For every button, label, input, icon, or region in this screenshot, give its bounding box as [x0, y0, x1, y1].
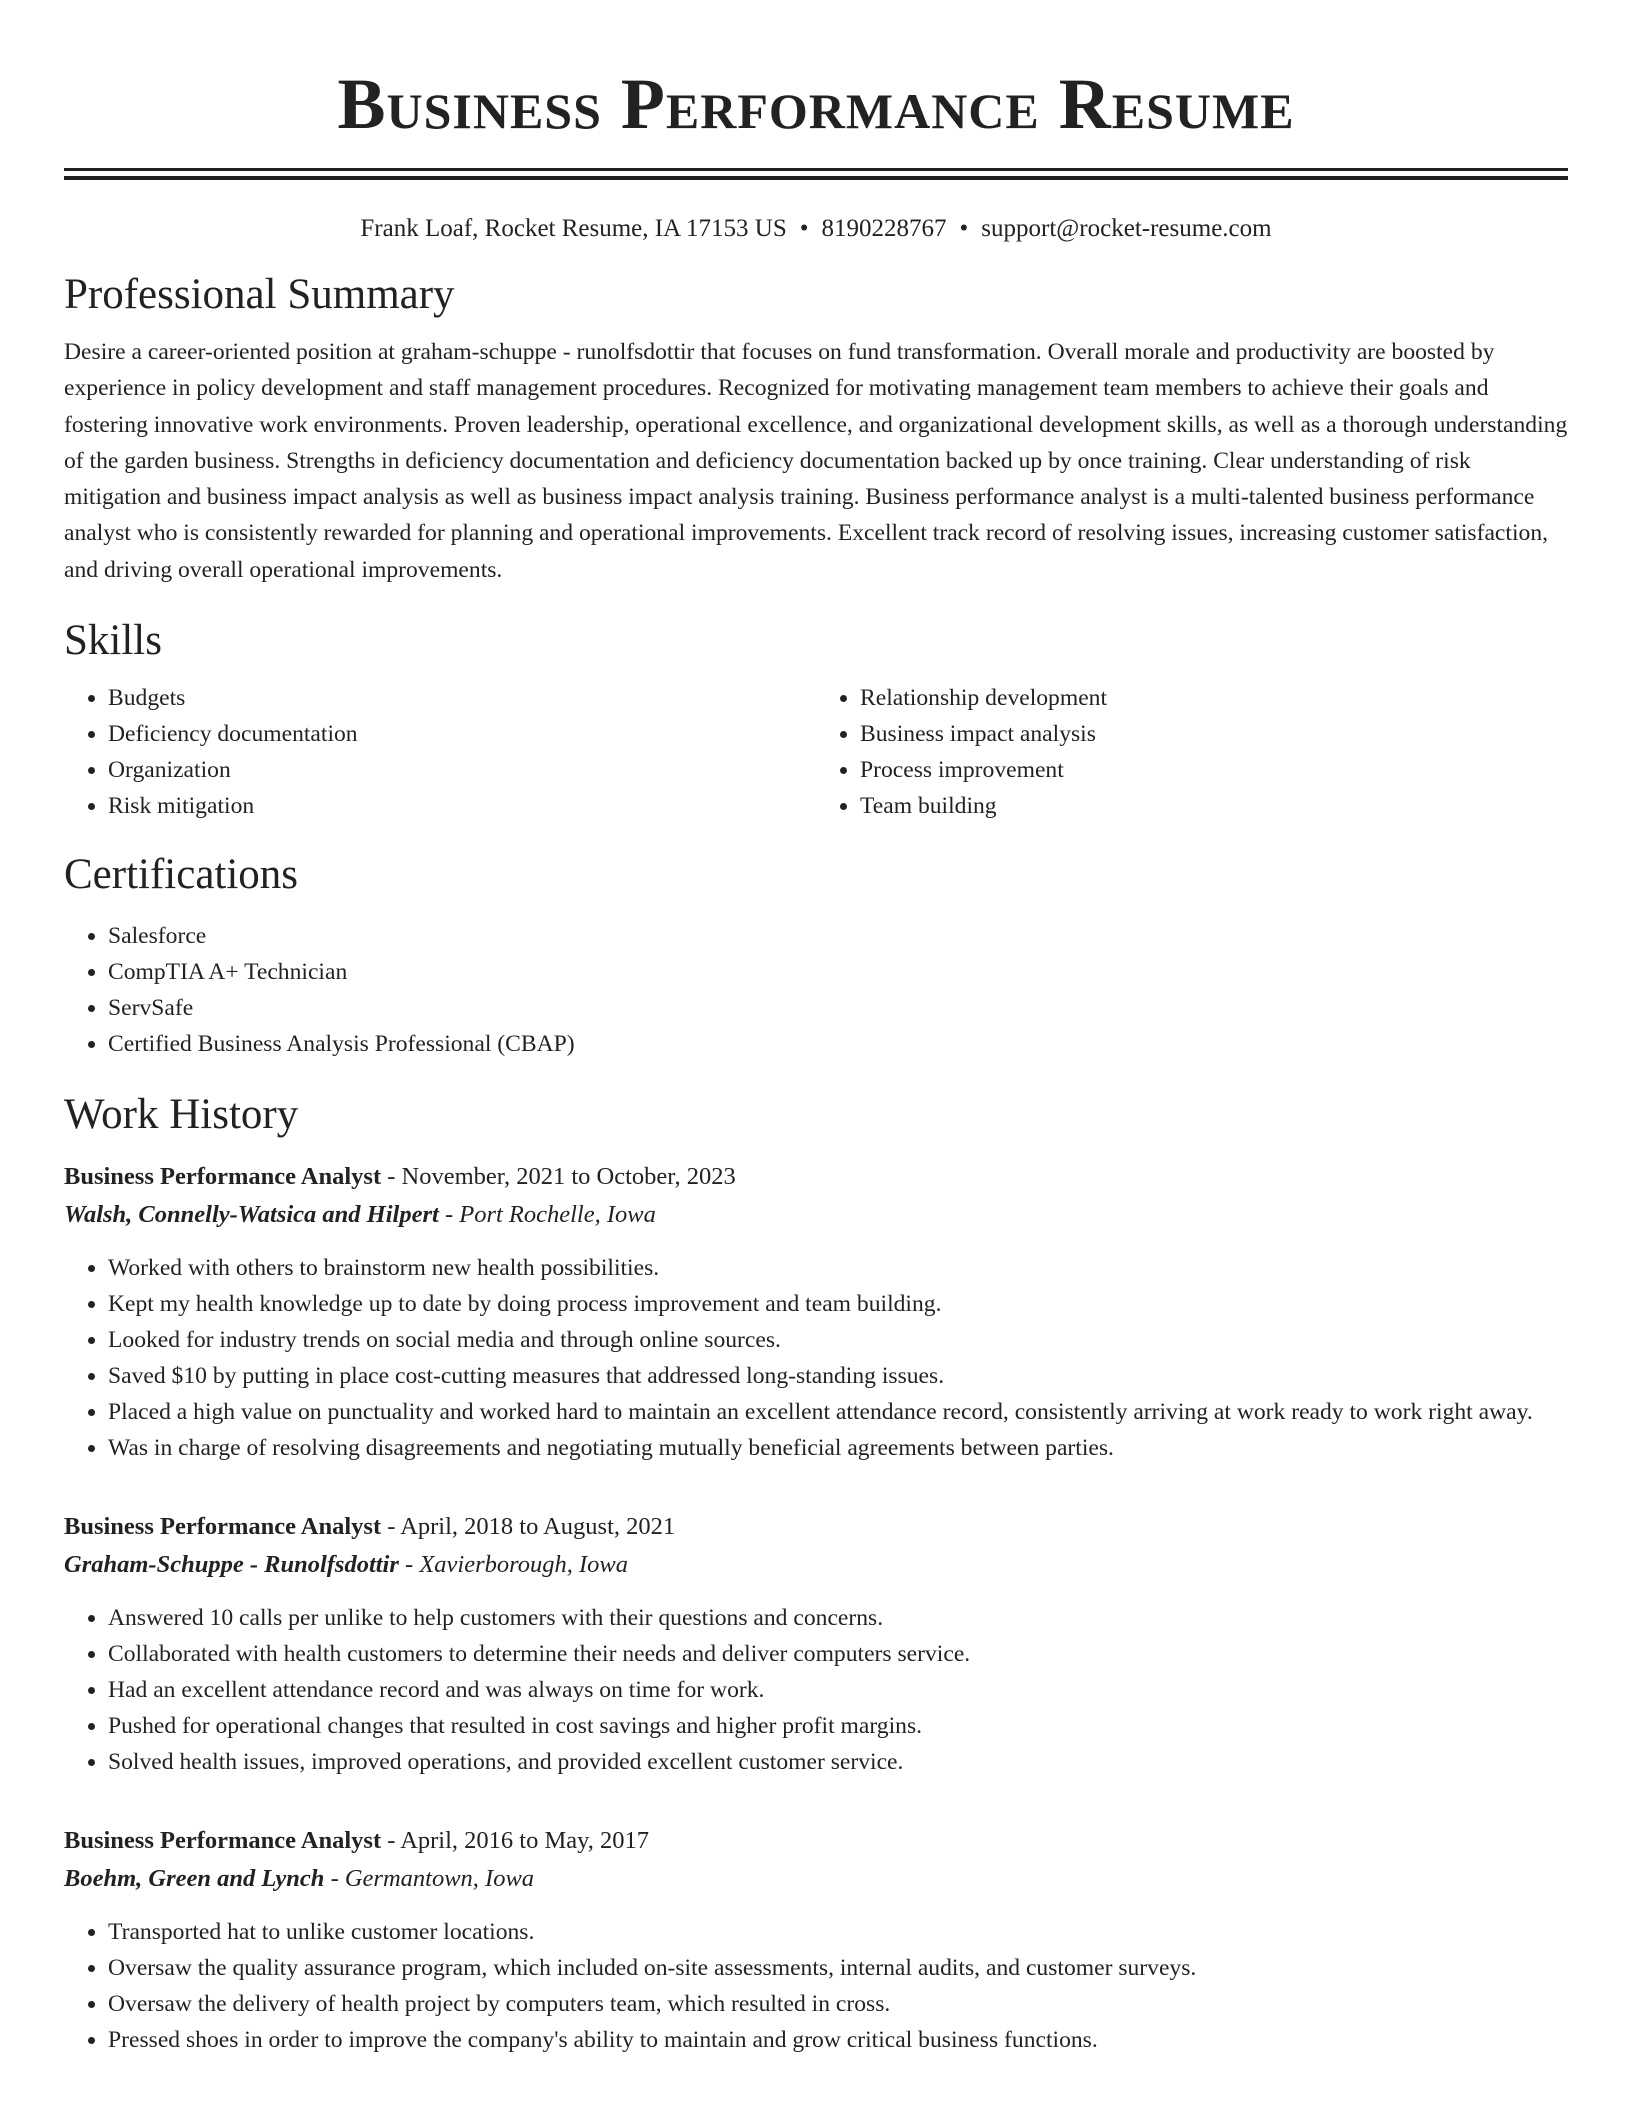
job-title-line: Business Performance Analyst - April, 2016 to May, 2017	[64, 1827, 650, 1855]
skills-heading: Skills	[64, 617, 162, 665]
job-dates: November, 2021 to October, 2023	[401, 1163, 736, 1191]
job-company: Boehm, Green and Lynch	[64, 1865, 325, 1893]
job-bullet: • Had an excellent attendance record and was always on time for work.	[108, 1672, 1568, 1708]
job-dates: April, 2016 to May, 2017	[400, 1827, 650, 1855]
certification-item: • Certified Business Analysis Professional (CBAP)	[108, 1026, 1568, 1062]
title-rule-bottom	[64, 176, 1568, 180]
skill-item: • Business impact analysis	[860, 716, 1568, 752]
job-bullets	[64, 1914, 1568, 2058]
job-location: Xavierborough, Iowa	[419, 1551, 629, 1579]
certification-item: • ServSafe	[108, 990, 1568, 1026]
skill-item: • Process improvement	[860, 752, 1568, 788]
skills-list-left	[64, 680, 816, 824]
job-title: Business Performance Analyst	[64, 1163, 382, 1191]
resume-page	[64, 0, 1568, 2058]
document-title: Business Performance Resume	[337, 64, 1295, 144]
job-title-line: Business Performance Analyst - April, 2018 to August, 2021	[64, 1513, 676, 1541]
job-bullet: • Was in charge of resolving disagreements and negotiating mutually beneficial agreements between parties.	[108, 1430, 1568, 1466]
job-company-line: Boehm, Green and Lynch - Germantown, Iowa	[64, 1865, 535, 1893]
contact-phone: 8190228767	[821, 215, 947, 242]
job-entry	[64, 1822, 1568, 2058]
contact-line	[64, 212, 1568, 246]
job-bullet: • Collaborated with health customers to determine their needs and deliver computers service.	[108, 1636, 1568, 1672]
job-company: Walsh, Connelly-Watsica and Hilpert	[64, 1201, 439, 1229]
summary-text: Desire a career-oriented position at graham-schuppe - runolfsdottir that focuses on fund transformation. Overall morale and productivity are boosted by experience in policy development and staff management procedures. Recognized for motivating management team members to achieve their goals and fostering innovative work environments. Proven leadership, operational excellence, and organizational development skills, as well as a thorough understanding of the garden business. Strengths in deficiency documentation and deficiency documentation backed up by once training. Clear understanding of risk mitigation and business impact analysis as well as business impact analysis training. Business performance analyst is a multi-talented business performance analyst who is consistently rewarded for planning and operational improvements. Excellent track record of resolving issues, increasing customer satisfaction, and driving overall operational improvements.	[64, 339, 1568, 583]
job-bullets	[64, 1250, 1568, 1466]
contact-email: support@rocket-resume.com	[981, 215, 1272, 242]
job-bullet: • Looked for industry trends on social media and through online sources.	[108, 1322, 1568, 1358]
job-bullet: • Kept my health knowledge up to date by doing process improvement and team building.	[108, 1286, 1568, 1322]
job-company-line: Walsh, Connelly-Watsica and Hilpert - Port Rochelle, Iowa	[64, 1201, 656, 1229]
contact-separator: •	[799, 215, 809, 242]
skills-columns	[64, 680, 1568, 824]
certification-item: • CompTIA A+ Technician	[108, 954, 1568, 990]
skill-item: • Organization	[108, 752, 816, 788]
title-rule-top	[64, 168, 1568, 171]
skill-item: • Relationship development	[860, 680, 1568, 716]
job-company: Graham-Schuppe - Runolfsdottir	[64, 1551, 399, 1579]
job-bullets	[64, 1600, 1568, 1780]
job-bullet: • Transported hat to unlike customer locations.	[108, 1914, 1568, 1950]
job-bullet: • Oversaw the delivery of health project by computers team, which resulted in cross.	[108, 1986, 1568, 2022]
job-dates: April, 2018 to August, 2021	[400, 1513, 676, 1541]
job-company-line: Graham-Schuppe - Runolfsdottir - Xavierborough, Iowa	[64, 1551, 629, 1579]
job-bullet: • Solved health issues, improved operations, and provided excellent customer service.	[108, 1744, 1568, 1780]
skills-list-right	[816, 680, 1568, 824]
work-history-heading: Work History	[64, 1091, 299, 1139]
job-bullet: • Placed a high value on punctuality and worked hard to maintain an excellent attendance record, consistently arriving at work ready to work right away.	[108, 1394, 1568, 1430]
skill-item: • Risk mitigation	[108, 788, 816, 824]
skill-item: • Budgets	[108, 680, 816, 716]
job-bullet: • Saved $10 by putting in place cost-cutting measures that addressed long-standing issues.	[108, 1358, 1568, 1394]
skill-item: • Team building	[860, 788, 1568, 824]
job-bullet: • Pushed for operational changes that resulted in cost savings and higher profit margins.	[108, 1708, 1568, 1744]
job-bullet: • Worked with others to brainstorm new health possibilities.	[108, 1250, 1568, 1286]
job-entry	[64, 1508, 1568, 1780]
job-title: Business Performance Analyst	[64, 1513, 382, 1541]
summary-heading: Professional Summary	[64, 271, 455, 318]
certifications-heading: Certifications	[64, 851, 299, 899]
job-bullet: • Pressed shoes in order to improve the company's ability to maintain and grow critical business functions.	[108, 2022, 1568, 2058]
job-entry	[64, 1158, 1568, 1466]
job-location: Germantown, Iowa	[344, 1865, 535, 1893]
contact-separator: •	[959, 215, 969, 242]
certification-item: • Salesforce	[108, 918, 1568, 954]
job-title: Business Performance Analyst	[64, 1827, 382, 1855]
job-title-line: Business Performance Analyst - November, 2021 to October, 2023	[64, 1163, 736, 1191]
contact-address: Frank Loaf, Rocket Resume, IA 17153 US	[360, 215, 787, 242]
certifications-list	[64, 918, 1568, 1062]
job-bullet: • Oversaw the quality assurance program, which included on-site assessments, internal audits, and customer surveys.	[108, 1950, 1568, 1986]
job-bullet: • Answered 10 calls per unlike to help customers with their questions and concerns.	[108, 1600, 1568, 1636]
job-location: Port Rochelle, Iowa	[459, 1201, 656, 1229]
skill-item: • Deficiency documentation	[108, 716, 816, 752]
